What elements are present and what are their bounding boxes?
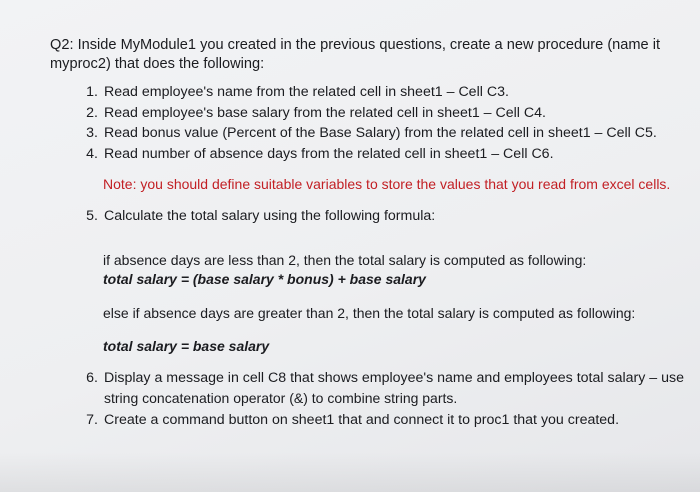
step-text: Read number of absence days from the related cell in sheet1 – Cell C6. xyxy=(104,146,554,162)
step-text: Read employee's base salary from the related cell in sheet1 – Cell C4. xyxy=(104,105,546,121)
step-number: 3. xyxy=(86,125,98,141)
step-number: 4. xyxy=(86,146,98,162)
step-number: 5. xyxy=(86,208,98,224)
question-title-line2: myproc2) that does the following: xyxy=(50,56,265,72)
step-text: Create a command button on sheet1 that and connect it to proc1 that you created. xyxy=(104,412,620,428)
step-number: 7. xyxy=(86,412,98,428)
page-shadow xyxy=(0,452,700,492)
step-number: 2. xyxy=(86,105,98,121)
step-text-line2: string concatenation operator (&) to combine string parts. xyxy=(104,390,458,406)
step-number: 6. xyxy=(86,370,98,386)
else-condition-text: else if absence days are greater than 2, then the total salary is computed as following: xyxy=(103,305,636,321)
question-title xyxy=(50,36,680,74)
step-text: Calculate the total salary using the following formula: xyxy=(104,208,436,224)
step-text: Read employee's name from the related cell in sheet1 – Cell C3. xyxy=(104,84,509,100)
variables-note: Note: you should define suitable variables to store the values that you read from excel cells. xyxy=(103,176,671,192)
if-formula: total salary = (base salary * bonus) + base salary xyxy=(103,271,426,287)
if-condition-text: if absence days are less than 2, then the total salary is computed as following: xyxy=(103,252,587,268)
step-text-line1: Display a message in cell C8 that shows employee's name and employees total salary – use xyxy=(104,370,684,386)
step-number: 1. xyxy=(86,84,98,100)
step-text: Read bonus value (Percent of the Base Salary) from the related cell in sheet1 – Cell C5. xyxy=(104,125,657,141)
question-title-line1: Q2: Inside MyModule1 you created in the previous questions, create a new procedure (name it xyxy=(50,37,661,53)
else-formula: total salary = base salary xyxy=(103,338,270,354)
